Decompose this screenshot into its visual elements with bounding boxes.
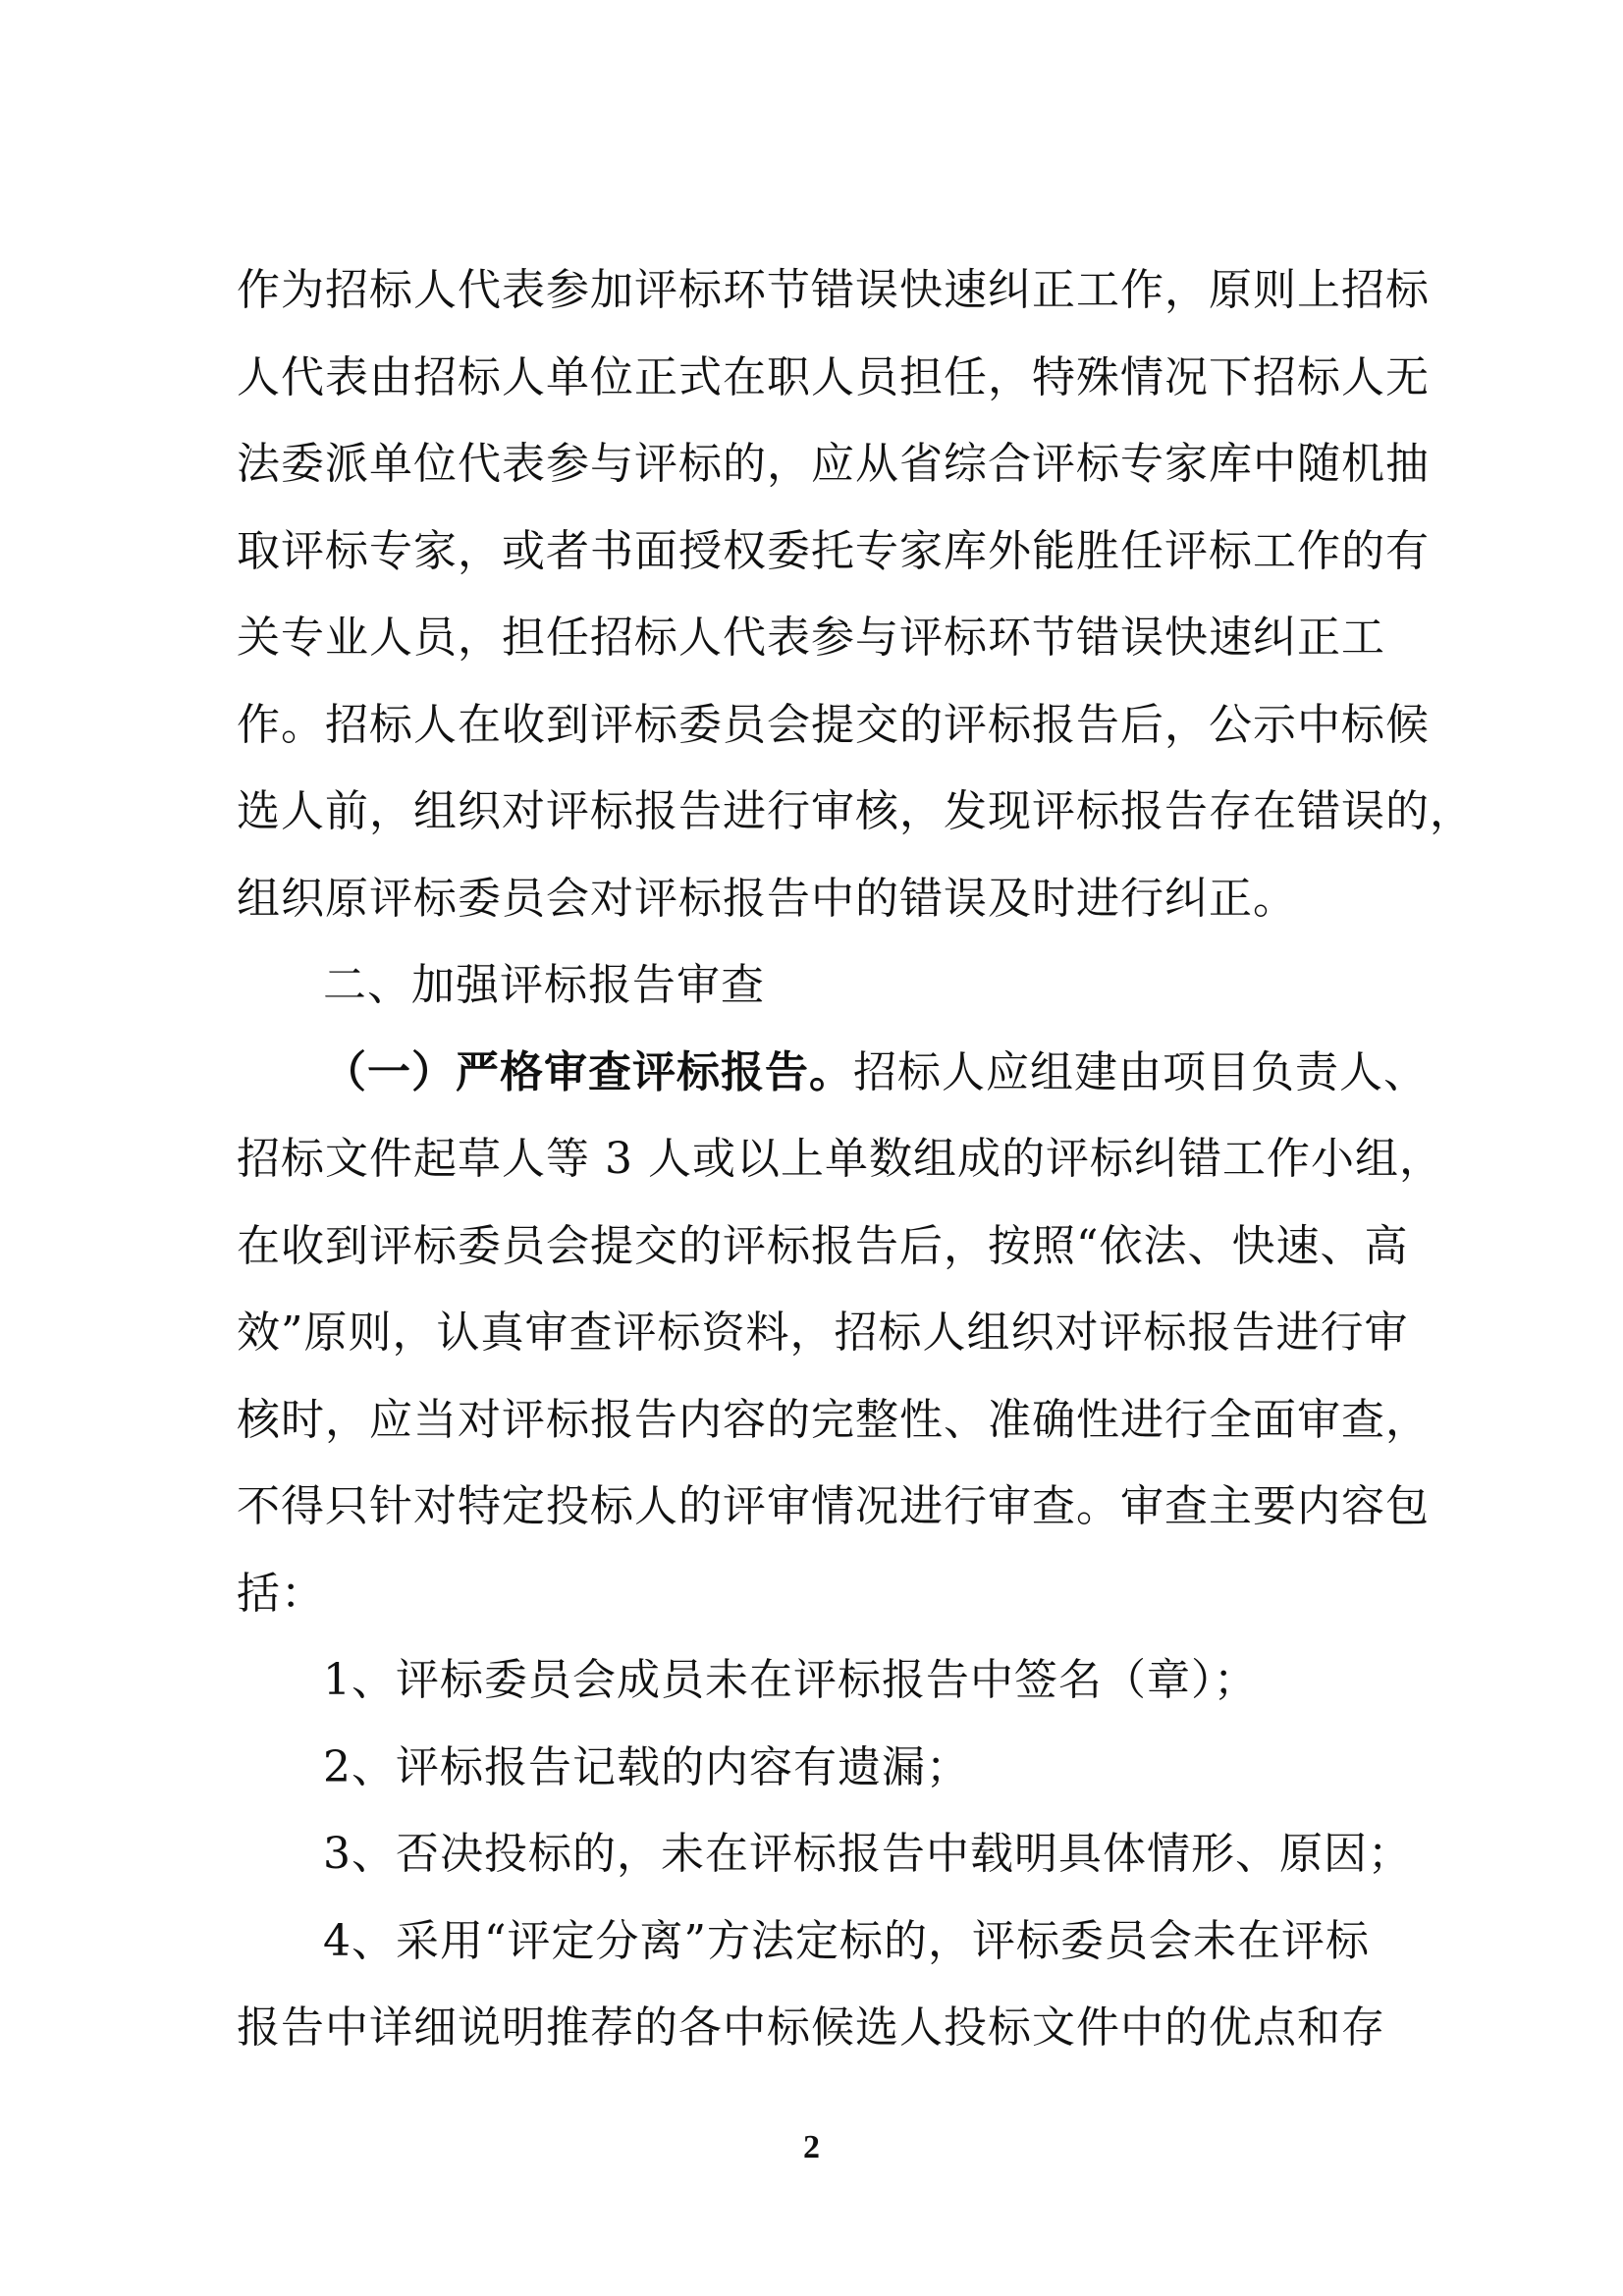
- paragraph-line: 组织原评标委员会对评标报告中的错误及时进行纠正。: [237, 873, 1297, 924]
- list-item: 2、评标报告记载的内容有遗漏；: [323, 1741, 970, 1792]
- paragraph-line: 在收到评标委员会提交的评标报告后，按照“依法、快速、高: [237, 1220, 1409, 1271]
- paragraph-line: 人代表由招标人单位正式在职人员担任，特殊情况下招标人无: [237, 351, 1430, 402]
- paragraph-line: 选人前，组织对评标报告进行审核，发现评标报告存在错误的，: [237, 786, 1474, 836]
- paragraph-line: 核时，应当对评标报告内容的完整性、准确性进行全面审查，: [237, 1394, 1430, 1445]
- paragraph-line: 效”原则，认真审查评标资料，招标人组织对评标报告进行审: [237, 1308, 1409, 1358]
- paragraph-line: 不得只针对特定投标人的评审情况进行审查。审查主要内容包: [237, 1481, 1430, 1531]
- subsection-title: （一）严格审查评标报告。: [323, 1046, 853, 1097]
- paragraph-line: 括：: [237, 1568, 325, 1619]
- paragraph-line: 取评标专家，或者书面授权委托专家库外能胜任评标工作的有: [237, 525, 1430, 576]
- section-heading: 二、加强评标报告审查: [323, 960, 765, 1010]
- document-body: [237, 247, 1474, 2072]
- list-item: 4、采用“评定分离”方法定标的，评标委员会未在评标: [323, 1915, 1370, 1966]
- paragraph-line: 作。招标人在收到评标委员会提交的评标报告后，公示中标候: [237, 699, 1430, 750]
- page-number: 2: [803, 2129, 820, 2165]
- paragraph-line: 关专业人员，担任招标人代表参与评标环节错误快速纠正工: [237, 613, 1385, 663]
- paragraph-line: 招标文件起草人等 3 人或以上单数组成的评标纠错工作小组，: [237, 1134, 1443, 1184]
- subsection-first-line: [237, 1030, 1428, 1117]
- subsection-first-line-text: 招标人应组建由项目负责人、: [853, 1046, 1428, 1097]
- paragraph-line: 法委派单位代表参与评标的，应从省综合评标专家库中随机抽: [237, 439, 1430, 489]
- list-item: 1、评标委员会成员未在评标报告中签名（章）；: [323, 1655, 1258, 1705]
- paragraph-line: 报告中详细说明推荐的各中标候选人投标文件中的优点和存: [237, 2002, 1385, 2053]
- list-item: 3、否决投标的，未在评标报告中载明具体情形、原因；: [323, 1829, 1412, 1879]
- paragraph-line: 作为招标人代表参加评标环节错误快速纠正工作，原则上招标: [237, 265, 1430, 315]
